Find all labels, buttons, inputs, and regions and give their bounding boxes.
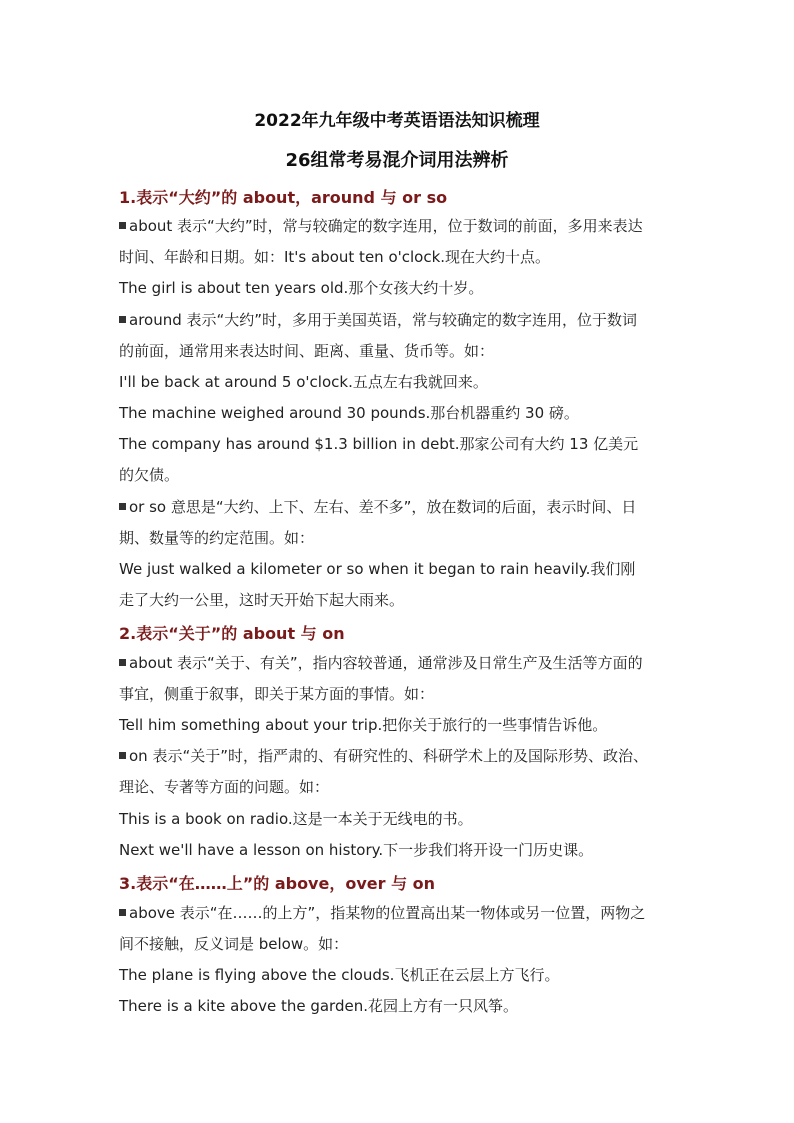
section-2-line: on 表示“关于”时，指严肃的、有研究性的、科研学术上的及国际形势、政治、 <box>119 746 648 766</box>
section-1-line: or so 意思是“大约、上下、左右、差不多”，放在数词的后面，表示时间、日 <box>119 497 636 517</box>
document-title: 2022年九年级中考英语语法知识梳理 <box>254 111 540 131</box>
section-2-line: 事宜，侧重于叙事，即关于某方面的事情。如： <box>119 685 435 703</box>
section-1-line: I'll be back at around 5 o'clock.五点左右我就回来。 <box>119 373 488 391</box>
section-1-line: about 表示“大约”时，常与较确定的数字连用，位于数词的前面，多用来表达 <box>119 216 643 236</box>
section-1-line: The machine weighed around 30 pounds.那台机器重约 30 磅。 <box>119 404 579 422</box>
section-2-line: This is a book on radio.这是一本关于无线电的书。 <box>119 810 473 828</box>
bullet-square-icon <box>119 909 126 916</box>
section-1-line: The company has around $1.3 billion in debt.那家公司有大约 13 亿美元 <box>119 435 639 453</box>
section-3-line: There is a kite above the garden.花园上方有一只风筝。 <box>119 997 518 1015</box>
section-2-line: about 表示“关于、有关”，指内容较普通，通常涉及日常生产及生活等方面的 <box>119 653 643 673</box>
section-1-line: around 表示“大约”时，多用于美国英语，常与较确定的数字连用，位于数词 <box>119 310 637 330</box>
section-1-heading: 1.表示“大约”的 about，around 与 or so <box>119 188 448 207</box>
section-3-line: 间不接触，反义词是 below。如： <box>119 935 349 953</box>
section-1-line: We just walked a kilometer or so when it began to rain heavily.我们刚 <box>119 560 636 578</box>
section-1-line: 走了大约一公里，这时天开始下起大雨来。 <box>119 591 405 609</box>
section-1-line: 的前面，通常用来表达时间、距离、重量、货币等。如： <box>119 342 495 360</box>
section-1-line: 期、数量等的约定范围。如： <box>119 529 315 547</box>
section-1-line: 的欠债。 <box>119 466 180 484</box>
bullet-square-icon <box>119 316 126 323</box>
section-3-heading: 3.表示“在……上”的 above，over 与 on <box>119 874 436 893</box>
section-1-line: 时间、年龄和日期。如：It's about ten o'clock.现在大约十点。 <box>119 248 551 266</box>
section-2-line: Tell him something about your trip.把你关于旅行的一些事情告诉他。 <box>119 716 608 734</box>
section-3-line: above 表示“在……的上方”，指某物的位置高出某一物体或另一位置，两物之 <box>119 903 645 923</box>
section-1-line: The girl is about ten years old.那个女孩大约十岁。 <box>119 279 484 297</box>
section-2-line: Next we'll have a lesson on history.下一步我们将开设一门历史课。 <box>119 841 594 859</box>
bullet-square-icon <box>119 752 126 759</box>
bullet-square-icon <box>119 503 126 510</box>
bullet-square-icon <box>119 659 126 666</box>
section-2-line: 理论、专著等方面的问题。如： <box>119 778 330 796</box>
section-3-line: The plane is flying above the clouds.飞机正在云层上方飞行。 <box>119 966 560 984</box>
document-subtitle: 26组常考易混介词用法辨析 <box>285 150 509 171</box>
bullet-square-icon <box>119 222 126 229</box>
section-2-heading: 2.表示“关于”的 about 与 on <box>119 624 345 643</box>
